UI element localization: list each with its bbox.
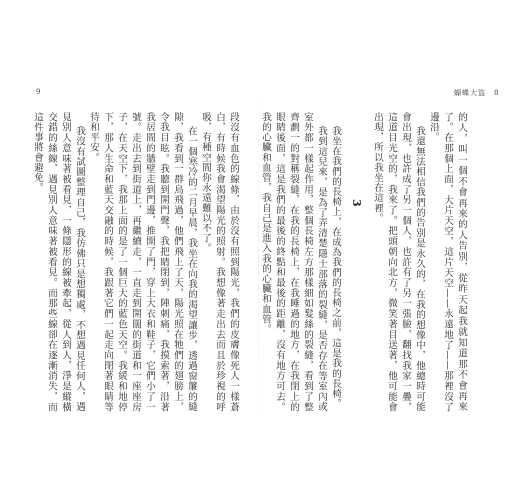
paragraph: 我沒有試圖整理自己，我仿佛只是想獨處，不想遇見任何人，遇見別人意味著被看見，一條隱形的線被牽起，從人到人，淨是縱橫交錯的絲線，遇見別人意味著被看見。而那些線卻在逐漸消失，而這件事將會避免。 bbox=[32, 112, 85, 412]
paragraph: 我還無法相信我們的告別是永久的，在我的想像中，他總時可能會出現，也許成了另一個人，也許有了另一張臉，翻找我家一疊，這道目光空的，我來了。把頭朝向北方，微笑著目送著，他可能會出現，所以我坐在這裡。 bbox=[372, 112, 425, 412]
paragraph: 在一個寒冷的二月早晨，我坐在向我的渴望讓步，透過窗簾的縫隙，我看到一群鳥飛過，他們飛上了天，陽光照在牠們的翅膀上，令我目眩。我聽到開門聲，我把睛閉到，陣刺痛，我摸索著，沿著我居間的牆壁走到門邊，推開了門，穿上大衣和鞋子，它們小了一號。走出去到街道上，再繼續走，一直走到開闊的街道和一座座房子，在天空下，我那上面的是了一個巨大的藍色天空。我緩和地停下，那人生命和藍天交融的時候，我跟著它們一起走向閉著眼睛等待和平安。 bbox=[88, 112, 197, 412]
paragraph: 的人，叫一個不會再來的人告別，從昨天起我就知道那不會再來了。在那個上面，大片天空，這片天空——永遠地了——那裡沒了邊沿。 bbox=[428, 112, 467, 412]
right-page-text bbox=[260, 112, 468, 412]
paragraph: 我到這兒來，是為了弄清楚隱士部落的裂縫，是否存在等室內或室外都一樣起作用，整個長椅左方那樣細如髮絲的裂縫，看到了整齊劃一的對稱裂縫，在我的長椅上，在我睡過的地方，在我閉上的眼睛後面，這是我們的最後的終點和最後的距離，沒有地方可去。我的心臟和血管，我自己是進入我的心臟和血管。 bbox=[260, 112, 327, 412]
running-head: 蝴蝶大盜 8 bbox=[454, 89, 500, 97]
paragraph: 我坐在我們的長椅上，在成為我們的長椅之前，這是我的長椅。 bbox=[330, 126, 341, 410]
left-page-text bbox=[32, 112, 240, 412]
paragraph: 段沒有血色的線條，由於沒有照到陽光，我們的皮膚像死人一樣蒼白，有時候我會渴望陽光的照射。我想像著走出去而且於珍視的呼吸，有種空間你永遠難以不了。 bbox=[200, 112, 239, 412]
chapter-number: 3 bbox=[350, 198, 363, 207]
page-number: 9 bbox=[36, 88, 41, 96]
